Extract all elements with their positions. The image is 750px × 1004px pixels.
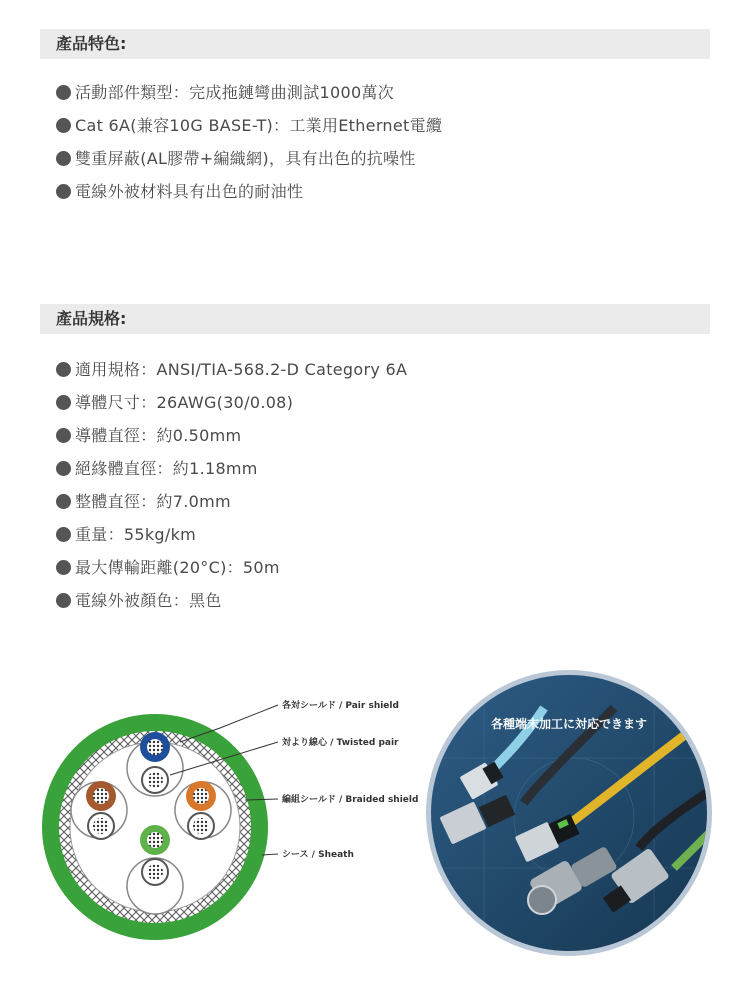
spec-text: 導體尺寸：26AWG(30/0.08) xyxy=(75,393,294,412)
list-item xyxy=(56,419,407,452)
spec-text: 整體直徑：約7.0mm xyxy=(75,492,231,511)
connector-photo xyxy=(424,668,714,958)
bullet-icon xyxy=(56,428,71,443)
bullet-icon xyxy=(56,395,71,410)
orange-pair-conductor xyxy=(193,788,209,804)
feature-text: Cat 6A(兼容10G BASE-T)：工業用Ethernet電纜 xyxy=(75,116,443,135)
list-item xyxy=(56,386,407,419)
sheath-label: シース / Sheath xyxy=(282,850,354,860)
white-pair-conductor xyxy=(147,772,163,788)
specs-list xyxy=(56,353,407,617)
spec-text: 電線外被顏色：黑色 xyxy=(75,591,222,610)
list-item xyxy=(56,518,407,551)
list-item xyxy=(56,76,442,109)
feature-text: 電線外被材料具有出色的耐油性 xyxy=(75,182,304,201)
photo-caption: 各種端末加工に対応できます xyxy=(490,717,648,731)
list-item xyxy=(56,142,442,175)
twisted-pair-label: 対より線心 / Twisted pair xyxy=(282,738,399,748)
list-item xyxy=(56,584,407,617)
blue-pair-conductor xyxy=(147,739,163,755)
bullet-icon xyxy=(56,527,71,542)
spec-text: 最大傳輸距離(20°C)：50m xyxy=(75,558,280,577)
spec-text: 重量：55kg/km xyxy=(75,525,197,544)
brown-pair-conductor xyxy=(93,788,109,804)
bullet-icon xyxy=(56,118,71,133)
bullet-icon xyxy=(56,151,71,166)
specs-heading: 產品規格: xyxy=(40,304,710,334)
list-item xyxy=(56,485,407,518)
bullet-icon xyxy=(56,593,71,608)
spec-text: 絕緣體直徑：約1.18mm xyxy=(75,459,258,478)
bullet-icon xyxy=(56,461,71,476)
bullet-icon xyxy=(56,560,71,575)
feature-text: 雙重屏蔽(AL膠帶+編織網)，具有出色的抗噪性 xyxy=(75,149,416,168)
white-pair-conductor xyxy=(147,864,163,880)
braided-shield-label: 編組シールド / Braided shield xyxy=(282,795,419,805)
list-item xyxy=(56,353,407,386)
white-pair-conductor xyxy=(93,818,109,834)
spec-text: 適用規格：ANSI/TIA-568.2-D Category 6A xyxy=(75,360,408,379)
bullet-icon xyxy=(56,362,71,377)
list-item xyxy=(56,109,442,142)
bullet-icon xyxy=(56,184,71,199)
pair-shield-label: 各対シールド / Pair shield xyxy=(282,701,399,711)
list-item xyxy=(56,452,407,485)
list-item xyxy=(56,175,442,208)
features-heading: 產品特色: xyxy=(40,29,710,59)
bullet-icon xyxy=(56,494,71,509)
cable-cross-section-diagram xyxy=(40,680,430,970)
feature-text: 活動部件類型：完成拖鏈彎曲測試1000萬次 xyxy=(75,83,395,102)
green-pair-conductor xyxy=(147,832,163,848)
spec-text: 導體直徑：約0.50mm xyxy=(75,426,242,445)
white-pair-conductor xyxy=(193,818,209,834)
features-list xyxy=(56,76,442,208)
list-item xyxy=(56,551,407,584)
bullet-icon xyxy=(56,85,71,100)
